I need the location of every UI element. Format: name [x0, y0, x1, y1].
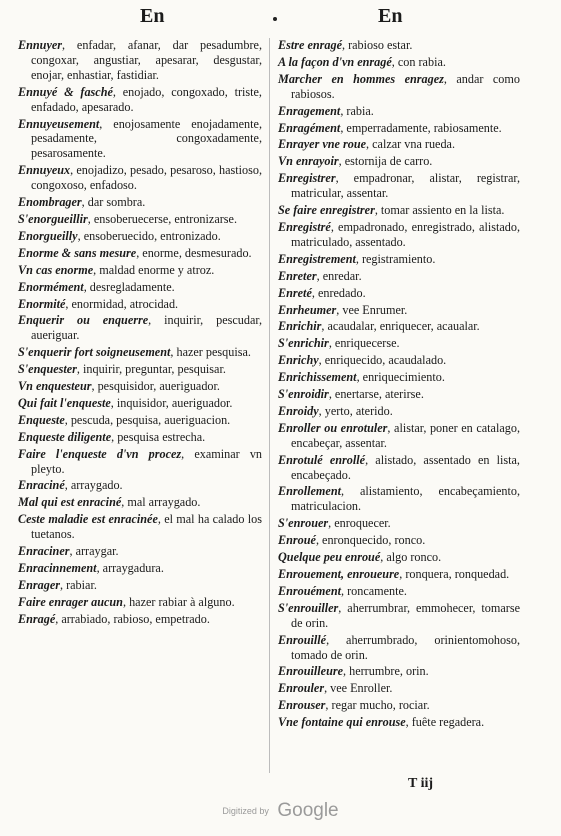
entry-definition: , pesquisa estrecha.: [111, 429, 206, 444]
left-column: [18, 38, 262, 629]
entry-definition: , empadronar, alistar, registrar, matricular, assentar.: [291, 171, 520, 201]
watermark-prefix: Digitized by: [222, 806, 269, 816]
entry-definition: , hazer pesquisa.: [170, 345, 251, 360]
entry-definition: , enormidad, atrocidad.: [65, 296, 179, 311]
entry-headword: S'enrouiller: [278, 600, 339, 615]
entry-definition: , enriquecido, acaudalado.: [318, 353, 447, 368]
dictionary-entry: [18, 280, 262, 295]
entry-headword: Enrichy: [278, 353, 319, 368]
dictionary-entry: [278, 286, 520, 301]
entry-headword: Quelque peu enroué: [278, 550, 381, 565]
entry-definition: , el mal ha calado los tuetanos.: [31, 512, 262, 542]
entry-headword: Enrager: [18, 577, 60, 592]
entry-definition: , pescuda, pesquisa, aueriguacion.: [64, 412, 231, 427]
entry-definition: , empadronado, enregistrado, alistado, matriculado, assentado.: [291, 219, 520, 249]
entry-headword: Faire l'enqueste d'vn procez: [18, 446, 182, 461]
dictionary-entry: [278, 533, 520, 548]
dictionary-entry: [18, 117, 262, 162]
entry-definition: , alistar, poner en catalago, encabeçar, assentar.: [291, 420, 520, 450]
entry-definition: , aherrumbrar, emmohecer, tomarse de orin.: [291, 600, 520, 630]
entry-definition: , arraygadura.: [96, 561, 164, 575]
entry-definition: , vee Enroller.: [324, 681, 393, 696]
dictionary-entry: [278, 252, 520, 267]
entry-headword: Ennuyeusement: [18, 116, 100, 131]
entry-headword: Enregistré: [278, 219, 331, 234]
entry-definition: , examinar vn pleyto.: [31, 446, 263, 476]
entry-headword: Enregistrement: [278, 251, 356, 266]
dictionary-entry: [18, 38, 262, 83]
entry-definition: , emperradamente, rabiosamente.: [340, 120, 502, 135]
entry-headword: Se faire enregistrer: [278, 203, 375, 218]
entry-definition: , herrumbre, orin.: [343, 664, 429, 679]
entry-headword: Vne fontaine qui enrouse: [278, 715, 406, 730]
entry-definition: , ensoberuecido, entronizado.: [77, 228, 221, 243]
entry-definition: , ronquera, ronquedad.: [399, 567, 510, 581]
dictionary-entry: [18, 246, 262, 261]
entry-headword: Enreter: [278, 268, 317, 283]
entry-headword: Enrouément: [278, 583, 341, 598]
entry-headword: Enrotulé enrollé: [278, 452, 366, 467]
dictionary-entry: [18, 163, 262, 193]
entry-headword: Ceste maladie est enracinée: [18, 512, 158, 527]
entry-definition: , tomar assiento en la lista.: [374, 203, 505, 218]
entry-headword: Enrheumer: [278, 302, 337, 317]
entry-definition: , enriquecimiento.: [356, 370, 445, 385]
column-divider: [269, 38, 270, 773]
dictionary-entry: [278, 104, 520, 119]
entry-headword: Enroué: [278, 533, 316, 548]
dictionary-entry: [278, 601, 520, 631]
entry-definition: , roncamente.: [341, 583, 407, 598]
dictionary-entry: [18, 313, 262, 343]
entry-definition: , enriquecerse.: [328, 336, 400, 351]
entry-definition: , inquisidor, aueriguador.: [110, 395, 233, 410]
dictionary-entry: [18, 229, 262, 244]
entry-definition: , enojosamente enojadamente, pesadamente, congoxadamente, pesarosamente.: [31, 116, 262, 161]
entry-headword: Enrouilleure: [278, 664, 344, 679]
entry-headword: A la façon d'vn enragé: [278, 54, 392, 69]
dictionary-entry: [18, 212, 262, 227]
entry-definition: , inquirir, pescudar, aueriguar.: [31, 313, 263, 343]
dictionary-entry: [278, 121, 520, 136]
entry-definition: , maldad enorme y atroz.: [93, 262, 215, 277]
entry-definition: , arrabiado, rabioso, empetrado.: [55, 611, 210, 626]
entry-definition: , enredado.: [311, 285, 366, 300]
dictionary-entry: [18, 595, 262, 610]
dictionary-entry: [18, 85, 262, 115]
dictionary-entry: [278, 516, 520, 531]
entry-definition: , arraygado.: [64, 478, 123, 493]
entry-definition: , enojadizo, pesado, pesaroso, hastioso, congoxoso, enfadoso.: [31, 163, 262, 193]
dictionary-entry: [18, 362, 262, 377]
dictionary-entry: [18, 413, 262, 428]
entry-headword: Enragément: [278, 120, 341, 135]
entry-headword: Vn enrayoir: [278, 154, 339, 169]
dictionary-entry: [278, 353, 520, 368]
entry-definition: , andar como rabiosos.: [291, 71, 520, 101]
entry-definition: , enfadar, afanar, dar pesadumbre, congoxar, angustiar, apesarar, desgustar, enojar, enhastiar, fastidiar.: [31, 38, 262, 82]
entry-headword: Estre enragé: [278, 38, 342, 52]
entry-headword: Qui fait l'enqueste: [18, 395, 111, 410]
header-ornament-dot: [273, 17, 277, 21]
entry-headword: Enrouser: [278, 698, 326, 713]
dictionary-entry: [278, 567, 520, 582]
entry-definition: , rabioso estar.: [341, 38, 413, 52]
dictionary-entry: [18, 263, 262, 278]
dictionary-entry: [18, 430, 262, 445]
entry-definition: , enroquecer.: [328, 516, 391, 531]
dictionary-entry: [278, 336, 520, 351]
entry-headword: Enorgueilly: [18, 228, 78, 243]
entry-definition: , pesquisidor, aueriguador.: [91, 379, 220, 394]
header-left: En: [140, 5, 165, 27]
entry-definition: , dar sombra.: [81, 195, 146, 210]
entry-headword: Enragé: [18, 611, 56, 626]
entry-headword: Mal qui est enraciné: [18, 495, 122, 510]
entry-headword: S'enrouer: [278, 516, 329, 531]
entry-headword: Ennuyé & fasché: [18, 84, 113, 99]
entry-headword: Enreté: [278, 285, 312, 300]
entry-definition: , enredar.: [316, 268, 362, 283]
entry-definition: , vee Enrumer.: [336, 302, 408, 317]
entry-headword: S'enquester: [18, 362, 77, 377]
entry-definition: , ensoberuecerse, entronizarse.: [87, 211, 237, 226]
entry-definition: , enertarse, aterirse.: [328, 387, 424, 402]
entry-headword: Enrichissement: [278, 370, 357, 385]
entry-headword: S'enroidir: [278, 387, 329, 402]
dictionary-entry: [278, 203, 520, 218]
dictionary-entry: [278, 72, 520, 102]
dictionary-entry: [278, 220, 520, 250]
entry-definition: , enorme, desmesurado.: [136, 245, 252, 260]
dictionary-entry: [18, 345, 262, 360]
entry-definition: , alistado, assentado en lista, encabeçado.: [291, 452, 520, 482]
dictionary-entry: [278, 698, 520, 713]
dictionary-entry: [278, 664, 520, 679]
entry-definition: , enronquecido, ronco.: [315, 533, 426, 548]
entry-definition: , registramiento.: [355, 251, 436, 266]
digitization-watermark: [0, 800, 561, 822]
entry-definition: , acaudalar, enriquecer, acaualar.: [321, 319, 480, 334]
right-column: [278, 38, 520, 732]
entry-definition: , desregladamente.: [83, 279, 175, 294]
entry-definition: , mal arraygado.: [121, 495, 201, 510]
entry-definition: , rabiar.: [60, 577, 97, 592]
entry-headword: Enormément: [18, 279, 84, 294]
entry-headword: Enrouement, enroueure: [278, 567, 400, 581]
entry-headword: Enraciner: [18, 544, 70, 559]
entry-headword: Enqueste: [18, 412, 65, 427]
entry-definition: , enojado, congoxado, triste, enfadado, apesarado.: [31, 84, 262, 114]
entry-headword: Faire enrager aucun: [18, 594, 123, 609]
entry-definition: , alistamiento, encabeçamiento, matriculacion.: [291, 484, 520, 514]
entry-headword: Enombrager: [18, 195, 82, 210]
entry-headword: Enregistrer: [278, 171, 336, 186]
dictionary-entry: [278, 303, 520, 318]
dictionary-entry: [18, 297, 262, 312]
header-right: En: [378, 5, 403, 27]
entry-headword: Enracinnement: [18, 561, 97, 575]
dictionary-entry: [18, 544, 262, 559]
entry-headword: Ennuyeux: [18, 163, 71, 178]
dictionary-entry: [278, 633, 520, 663]
entry-headword: Enrayer vne roue: [278, 137, 367, 152]
dictionary-entry: [18, 561, 262, 576]
entry-definition: , aherrumbrado, orinientomohoso, tomado de orin.: [291, 632, 520, 662]
dictionary-entry: [278, 681, 520, 696]
entry-headword: Vn enquesteur: [18, 379, 92, 394]
entry-headword: Enormité: [18, 296, 66, 311]
entry-definition: , inquirir, preguntar, pesquisar.: [76, 362, 226, 377]
entry-headword: Enroidy: [278, 403, 319, 418]
entry-definition: , fuête regadera.: [405, 715, 485, 730]
dictionary-entry: [278, 269, 520, 284]
dictionary-entry: [18, 478, 262, 493]
dictionary-entry: [278, 55, 520, 70]
dictionary-entry: [278, 370, 520, 385]
dictionary-entry: [18, 612, 262, 627]
dictionary-entry: [278, 387, 520, 402]
dictionary-entry: [278, 319, 520, 334]
dictionary-entry: [18, 512, 262, 542]
entry-headword: Ennuyer: [18, 38, 63, 52]
entry-definition: , arraygar.: [69, 544, 119, 559]
dictionary-entry: [278, 137, 520, 152]
entry-definition: , rabia.: [340, 103, 374, 118]
entry-definition: , hazer rabiar à alguno.: [122, 594, 235, 609]
entry-headword: Enrollement: [278, 484, 341, 499]
entry-definition: , algo ronco.: [380, 550, 442, 565]
entry-headword: Enrichir: [278, 319, 322, 334]
dictionary-entry: [278, 404, 520, 419]
entry-headword: Enroller ou enrotuler: [278, 420, 388, 435]
dictionary-entry: [278, 484, 520, 514]
entry-headword: Enqueste diligente: [18, 429, 112, 444]
running-header: [0, 5, 561, 33]
dictionary-entry: [278, 171, 520, 201]
dictionary-entry: [278, 453, 520, 483]
entry-headword: S'enorgueillir: [18, 211, 88, 226]
entry-headword: S'enrichir: [278, 336, 329, 351]
watermark-logo: Google: [277, 800, 339, 821]
entry-headword: Enrouler: [278, 681, 325, 696]
entry-headword: Enrouillé: [278, 632, 327, 647]
dictionary-entry: [18, 495, 262, 510]
dictionary-entry: [278, 154, 520, 169]
dictionary-entry: [18, 396, 262, 411]
entry-definition: , regar mucho, rociar.: [325, 698, 430, 713]
dictionary-entry: [18, 578, 262, 593]
dictionary-entry: [278, 715, 520, 730]
dictionary-entry: [278, 550, 520, 565]
signature-mark: T iij: [408, 776, 434, 791]
entry-headword: S'enquerir fort soigneusement: [18, 345, 171, 360]
dictionary-entry: [18, 379, 262, 394]
entry-definition: , yerto, aterido.: [318, 403, 393, 418]
dictionary-entry: [278, 421, 520, 451]
dictionary-entry: [278, 38, 520, 53]
entry-definition: , estornija de carro.: [338, 154, 433, 169]
entry-headword: Enraciné: [18, 478, 65, 493]
entry-definition: , con rabia.: [391, 54, 446, 69]
entry-headword: Enragement: [278, 103, 341, 118]
dictionary-entry: [18, 195, 262, 210]
dictionary-entry: [278, 584, 520, 599]
entry-headword: Enorme & sans mesure: [18, 245, 137, 260]
entry-headword: Enquerir ou enquerre: [18, 313, 149, 328]
entry-headword: Vn cas enorme: [18, 262, 94, 277]
dictionary-entry: [18, 447, 262, 477]
entry-definition: , calzar vna rueda.: [366, 137, 456, 152]
entry-headword: Marcher en hommes enragez: [278, 71, 444, 86]
